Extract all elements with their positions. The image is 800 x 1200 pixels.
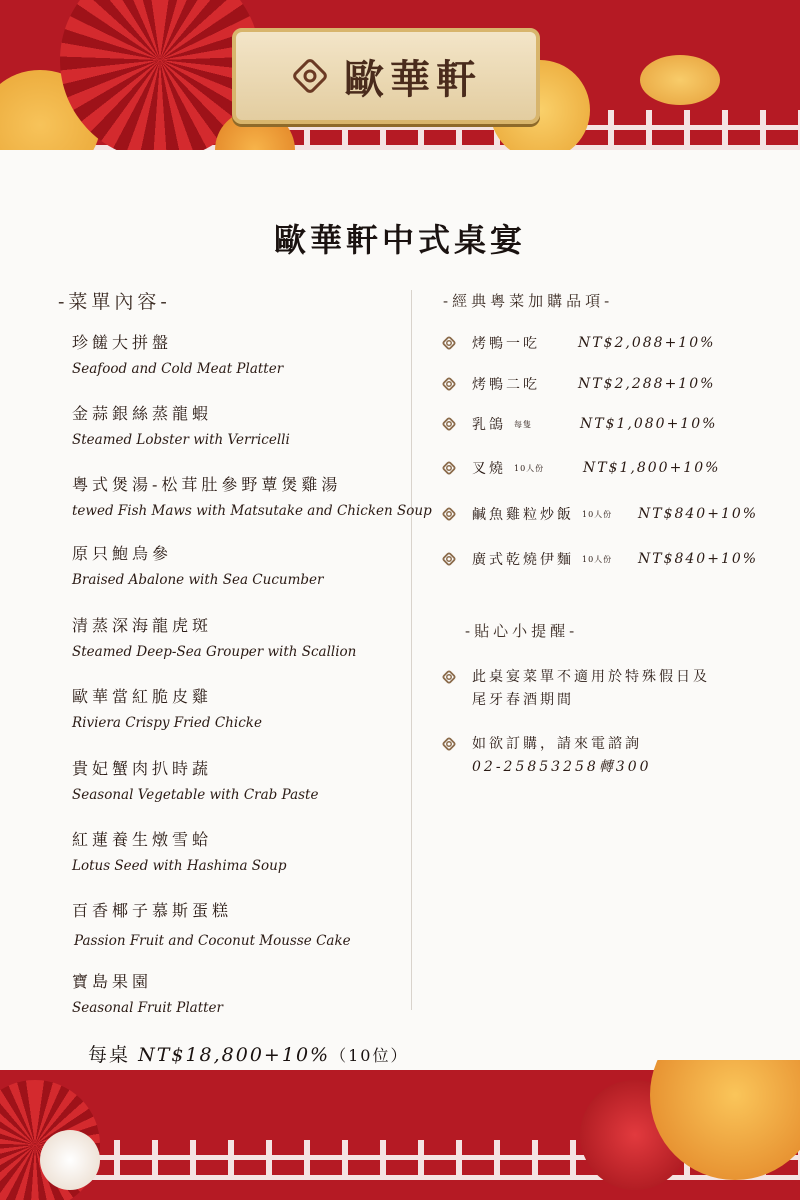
addon-item: 烤鴨二吃 NT$2,288+10%	[440, 374, 540, 394]
dish-item: 貴妃蟹肉扒時蔬 Seasonal Vegetable with Crab Paste	[72, 759, 319, 803]
dish-item: 寶島果園 Seasonal Fruit Platter	[72, 972, 223, 1016]
bottom-decoration	[0, 1060, 800, 1200]
dish-item: 粵式煲湯-松茸肚參野蕈煲雞湯 tewed Fish Maws with Matsutake and Chicken Soup	[72, 475, 432, 519]
white-chrysanthemum-decoration	[40, 1130, 100, 1190]
addons-heading: -經典粵菜加購品項-	[443, 292, 614, 310]
chinese-knot-icon	[440, 334, 458, 352]
addon-item: 乳鴿 每隻 NT$1,080+10%	[440, 414, 532, 434]
tip-item: 如欲訂購，請來電諮詢 02-25853258轉300	[440, 733, 652, 779]
tips-heading: -貼心小提醒-	[465, 622, 579, 640]
dish-item: 百香椰子慕斯蛋糕 Passion Fruit and Coconut Mousse Cake	[72, 901, 351, 949]
dish-item: 珍饈大拼盤 Seafood and Cold Meat Platter	[72, 333, 284, 377]
tip-item: 此桌宴菜單不適用於特殊假日及 尾牙春酒期間	[440, 666, 710, 712]
chinese-knot-icon	[440, 415, 458, 433]
brand-name: 歐華軒	[344, 55, 482, 103]
chinese-knot-icon	[440, 668, 458, 686]
brand-logo	[232, 28, 540, 124]
column-divider	[411, 290, 412, 1010]
addon-item: 廣式乾燒伊麵 10人份 NT$840+10%	[440, 549, 612, 569]
chinese-knot-icon	[440, 735, 458, 753]
dish-item: 金蒜銀絲蒸龍蝦 Steamed Lobster with Verricelli	[72, 404, 290, 448]
knot-logo-icon	[290, 56, 330, 96]
gold-cloud-decoration-right	[640, 55, 720, 105]
addon-item: 鹹魚雞粒炒飯 10人份 NT$840+10%	[440, 504, 612, 524]
chinese-knot-icon	[440, 459, 458, 477]
page-title: 歐華軒中式桌宴	[273, 221, 526, 259]
chinese-knot-icon	[440, 550, 458, 568]
addon-item: 叉燒 10人份 NT$1,800+10%	[440, 458, 544, 478]
menu-heading: -菜單內容-	[58, 291, 171, 313]
dish-item: 清蒸深海龍虎斑 Steamed Deep-Sea Grouper with Scallion	[72, 616, 357, 660]
addon-item: 烤鴨一吃 NT$2,088+10%	[440, 333, 540, 353]
table-price: 每桌 NT$18,800+10%（10位）	[88, 1044, 409, 1066]
chinese-knot-icon	[440, 375, 458, 393]
dish-item: 紅蓮養生燉雪蛤 Lotus Seed with Hashima Soup	[72, 830, 287, 874]
dish-item: 歐華當紅脆皮雞 Riviera Crispy Fried Chicke	[72, 687, 262, 731]
dish-item: 原只鮑烏參 Braised Abalone with Sea Cucumber	[72, 544, 324, 588]
chinese-knot-icon	[440, 505, 458, 523]
